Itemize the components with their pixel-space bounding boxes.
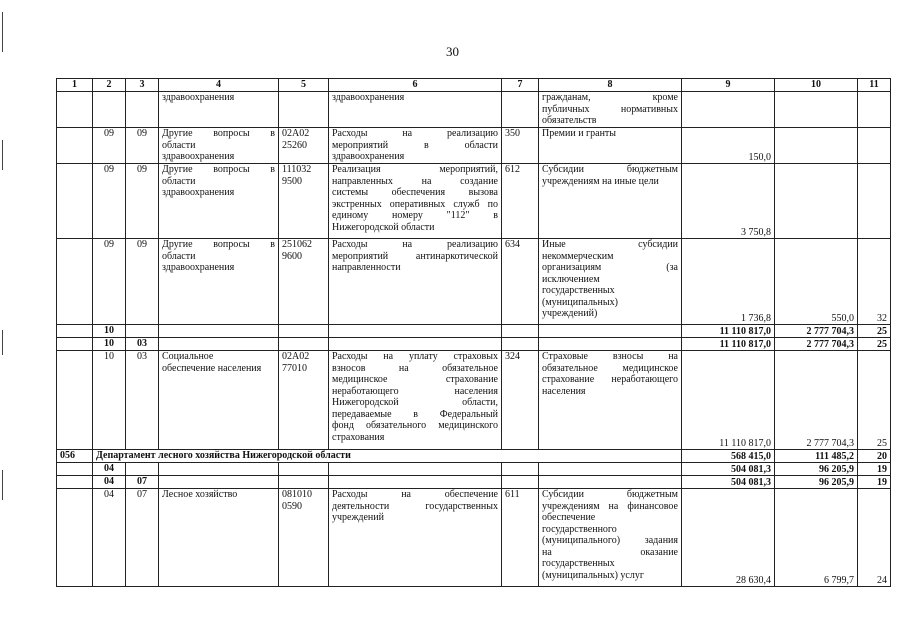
cell-section: 09 — [93, 164, 126, 239]
cell-amount-2 — [775, 128, 858, 164]
cell-type-name — [539, 351, 682, 450]
cell-empty — [57, 489, 93, 587]
cell-line: взносов на обязательное — [332, 362, 498, 374]
cell-line: Нижегородской области — [332, 221, 435, 233]
cell-line: государственного — [542, 523, 617, 535]
cell-expense-name — [329, 325, 502, 338]
cell-line: здравоохранения — [162, 262, 235, 273]
cell-type-name — [539, 463, 682, 476]
budget-table — [56, 78, 891, 587]
cell-percent — [858, 92, 891, 128]
cell-line: населения — [542, 385, 586, 397]
cell-amount-2: 2 777 704,3 — [775, 351, 858, 450]
cell-line: (муниципальных) услуг — [542, 569, 644, 581]
table-header-row — [57, 79, 891, 92]
cell-line: передаваемые в Федеральный — [332, 408, 498, 420]
cell-section — [93, 92, 126, 128]
cell-line: Реализация мероприятий, — [332, 164, 498, 175]
cell-target-code — [279, 476, 329, 489]
cell-line: организациям (за — [542, 262, 678, 273]
table-row — [57, 325, 891, 338]
cell-empty — [57, 463, 93, 476]
cell-line: (муниципального) задания — [542, 535, 678, 546]
cell-amount-1: 11 110 817,0 — [682, 351, 775, 450]
cell-type-code — [502, 476, 539, 489]
cell-section: 09 — [93, 128, 126, 164]
cell-section-name — [159, 164, 279, 239]
cell-line: здравоохранения — [162, 92, 235, 103]
cell-type-code: 350 — [502, 128, 539, 164]
cell-amount-2: 111 485,2 — [775, 450, 858, 463]
cell-section-name — [159, 128, 279, 164]
cell-target-code — [279, 489, 329, 587]
cell-section: 10 — [93, 351, 126, 450]
cell-target-code — [279, 463, 329, 476]
column-header: 10 — [775, 79, 858, 92]
table-row — [57, 164, 891, 239]
cell-empty — [57, 92, 93, 128]
cell-line: Расходы на реализацию — [332, 239, 498, 250]
cell-target-code — [279, 338, 329, 351]
cell-subsection: 07 — [126, 476, 159, 489]
cell-type-code — [502, 325, 539, 338]
cell-line: области — [162, 139, 196, 151]
cell-line: деятельности государственных — [332, 500, 498, 512]
cell-type-code: 612 — [502, 164, 539, 239]
cell-type-name — [539, 489, 682, 587]
cell-line: Субсидии бюджетным — [542, 489, 678, 500]
cell-section: 04 — [93, 463, 126, 476]
scan-edge-mark — [2, 470, 3, 500]
cell-line: Социальное — [162, 351, 214, 362]
cell-type-name — [539, 128, 682, 164]
cell-expense-name — [329, 463, 502, 476]
cell-line: страхования — [332, 431, 385, 443]
cell-type-name — [539, 325, 682, 338]
cell-line: государственных — [542, 558, 615, 569]
cell-expense-name — [329, 489, 502, 587]
cell-empty — [57, 239, 93, 325]
cell-amount-2 — [775, 92, 858, 128]
column-header: 2 — [93, 79, 126, 92]
cell-subsection: 09 — [126, 239, 159, 325]
cell-line: (муниципальных) — [542, 296, 618, 308]
cell-line: единому номеру "112" в — [332, 210, 498, 221]
cell-subsection: 03 — [126, 351, 159, 450]
cell-amount-1: 504 081,3 — [682, 463, 775, 476]
column-header: 8 — [539, 79, 682, 92]
cell-empty — [57, 164, 93, 239]
cell-amount-2 — [775, 164, 858, 239]
cell-line: Субсидии бюджетным — [542, 164, 678, 175]
cell-target-code — [279, 92, 329, 128]
table-row — [57, 239, 891, 325]
cell-percent — [858, 128, 891, 164]
cell-section-name — [159, 338, 279, 351]
cell-type-code: 324 — [502, 351, 539, 450]
cell-percent: 25 — [858, 325, 891, 338]
cell-amount-2: 2 777 704,3 — [775, 338, 858, 351]
cell-line: обязательств — [542, 115, 597, 126]
column-header: 9 — [682, 79, 775, 92]
scan-edge-mark — [2, 140, 3, 170]
cell-target-code — [279, 239, 329, 325]
table-row — [57, 463, 891, 476]
scan-edge-mark — [2, 12, 3, 52]
cell-subsection: 09 — [126, 128, 159, 164]
cell-percent: 32 — [858, 239, 891, 325]
cell-section-name — [159, 463, 279, 476]
cell-line: учреждениям на иные цели — [542, 175, 659, 187]
cell-line: 0590 — [282, 500, 302, 512]
cell-section: 10 — [93, 325, 126, 338]
cell-line: учреждений — [332, 512, 384, 523]
cell-amount-2: 96 205,9 — [775, 476, 858, 489]
cell-line: здравоохранения — [332, 92, 405, 103]
column-header: 7 — [502, 79, 539, 92]
cell-expense-name — [329, 92, 502, 128]
cell-amount-2: 2 777 704,3 — [775, 325, 858, 338]
cell-target-code — [279, 164, 329, 239]
cell-expense-name — [329, 351, 502, 450]
cell-line: Другие вопросы в — [162, 239, 275, 250]
cell-line: учреждений) — [542, 308, 598, 319]
cell-amount-2: 550,0 — [775, 239, 858, 325]
cell-line: Другие вопросы в — [162, 128, 275, 139]
table-row — [57, 338, 891, 351]
cell-line: страхование неработающего — [542, 374, 678, 385]
column-header: 3 — [126, 79, 159, 92]
table-row — [57, 489, 891, 587]
cell-percent: 20 — [858, 450, 891, 463]
cell-line: 77010 — [282, 362, 307, 374]
cell-line: Иные субсидии — [542, 239, 678, 250]
cell-amount-1: 11 110 817,0 — [682, 325, 775, 338]
cell-amount-1 — [682, 92, 775, 128]
cell-line: на оказание — [542, 546, 678, 558]
cell-target-code — [279, 325, 329, 338]
cell-amount-1: 11 110 817,0 — [682, 338, 775, 351]
cell-subsection: 07 — [126, 489, 159, 587]
cell-percent: 19 — [858, 463, 891, 476]
cell-line: Лесное хозяйство — [162, 489, 238, 500]
column-header: 4 — [159, 79, 279, 92]
column-header: 11 — [858, 79, 891, 92]
cell-line: некоммерческим — [542, 250, 614, 262]
cell-type-name — [539, 338, 682, 351]
cell-line: Премии и гранты — [542, 128, 617, 139]
cell-line: 111032 — [282, 164, 312, 175]
cell-line: обязательное медицинское — [542, 362, 678, 374]
cell-line: фонд обязательного медицинского — [332, 420, 498, 431]
table-row — [57, 128, 891, 164]
cell-empty — [57, 128, 93, 164]
cell-type-name — [539, 239, 682, 325]
cell-line: 25260 — [282, 139, 307, 151]
cell-line: обеспечение населения — [162, 362, 262, 374]
cell-line: здравоохранения — [162, 151, 235, 162]
cell-line: Другие вопросы в — [162, 164, 275, 175]
cell-section: 04 — [93, 476, 126, 489]
cell-type-code — [502, 92, 539, 128]
cell-subsection — [126, 92, 159, 128]
cell-section-name — [159, 351, 279, 450]
cell-amount-1: 150,0 — [682, 128, 775, 164]
cell-line: публичных нормативных — [542, 103, 678, 115]
column-header: 1 — [57, 79, 93, 92]
cell-percent: 19 — [858, 476, 891, 489]
cell-department-name: Департамент лесного хозяйства Нижегородской области — [93, 450, 682, 463]
cell-percent — [858, 164, 891, 239]
cell-line: медицинское страхование — [332, 374, 498, 385]
cell-empty — [57, 476, 93, 489]
cell-target-code — [279, 351, 329, 450]
cell-expense-name — [329, 128, 502, 164]
cell-amount-2: 6 799,7 — [775, 489, 858, 587]
cell-line: здравоохранения — [332, 151, 405, 162]
cell-line: учреждениям на финансовое — [542, 500, 678, 512]
cell-line: гражданам, кроме — [542, 92, 678, 103]
cell-target-code — [279, 128, 329, 164]
cell-line: исключением — [542, 273, 600, 285]
cell-line: мероприятий в области — [332, 139, 498, 151]
cell-type-name — [539, 476, 682, 489]
cell-subsection: 09 — [126, 164, 159, 239]
cell-expense-name — [329, 239, 502, 325]
column-header: 5 — [279, 79, 329, 92]
cell-percent: 25 — [858, 338, 891, 351]
cell-line: государственных — [542, 285, 615, 296]
cell-section-name — [159, 92, 279, 128]
cell-subsection: 03 — [126, 338, 159, 351]
cell-section: 10 — [93, 338, 126, 351]
cell-amount-1: 1 736,8 — [682, 239, 775, 325]
cell-section-name — [159, 476, 279, 489]
cell-line: 081010 — [282, 489, 312, 500]
cell-section-name — [159, 489, 279, 587]
cell-line: системы обеспечения вызова — [332, 187, 498, 198]
cell-percent: 25 — [858, 351, 891, 450]
table-row — [57, 92, 891, 128]
cell-line: здравоохранения — [162, 187, 235, 198]
cell-line: 02А02 — [282, 128, 310, 139]
cell-expense-name — [329, 164, 502, 239]
cell-amount-1: 3 750,8 — [682, 164, 775, 239]
cell-line: области — [162, 250, 196, 262]
table-row — [57, 476, 891, 489]
cell-empty — [57, 325, 93, 338]
cell-section-name — [159, 325, 279, 338]
scan-edge-mark — [2, 330, 3, 355]
column-header: 6 — [329, 79, 502, 92]
cell-expense-name — [329, 476, 502, 489]
cell-line: обеспечение — [542, 512, 596, 523]
cell-line: экстренных оперативных служб по — [332, 198, 498, 210]
cell-line: Страховые взносы на — [542, 351, 678, 362]
cell-line: Нижегородской области, — [332, 397, 498, 408]
cell-percent: 24 — [858, 489, 891, 587]
cell-line: направленности — [332, 262, 401, 273]
cell-amount-1: 28 630,4 — [682, 489, 775, 587]
cell-type-code: 634 — [502, 239, 539, 325]
department-row — [57, 450, 891, 463]
cell-empty — [57, 351, 93, 450]
cell-section: 09 — [93, 239, 126, 325]
cell-line: мероприятий антинаркотической — [332, 250, 498, 262]
cell-amount-1: 568 415,0 — [682, 450, 775, 463]
cell-type-code — [502, 338, 539, 351]
cell-line: области — [162, 175, 196, 187]
cell-line: 02А02 — [282, 351, 310, 362]
cell-line: Расходы на реализацию — [332, 128, 498, 139]
cell-subsection — [126, 463, 159, 476]
table-row — [57, 351, 891, 450]
cell-expense-name — [329, 338, 502, 351]
cell-amount-2: 96 205,9 — [775, 463, 858, 476]
cell-line: 9500 — [282, 175, 302, 187]
cell-empty — [57, 338, 93, 351]
cell-code: 056 — [57, 450, 93, 463]
cell-amount-1: 504 081,3 — [682, 476, 775, 489]
page-number: 30 — [446, 44, 459, 59]
cell-subsection — [126, 325, 159, 338]
cell-line: 9600 — [282, 250, 302, 262]
cell-section-name — [159, 239, 279, 325]
cell-line: направленных на создание — [332, 175, 498, 187]
cell-type-name — [539, 164, 682, 239]
cell-line: неработающего населения — [332, 385, 498, 397]
cell-type-code — [502, 463, 539, 476]
cell-type-name — [539, 92, 682, 128]
cell-type-code: 611 — [502, 489, 539, 587]
cell-line: Расходы на обеспечение — [332, 489, 498, 500]
cell-line: 251062 — [282, 239, 312, 250]
cell-line: Расходы на уплату страховых — [332, 351, 498, 362]
cell-section: 04 — [93, 489, 126, 587]
